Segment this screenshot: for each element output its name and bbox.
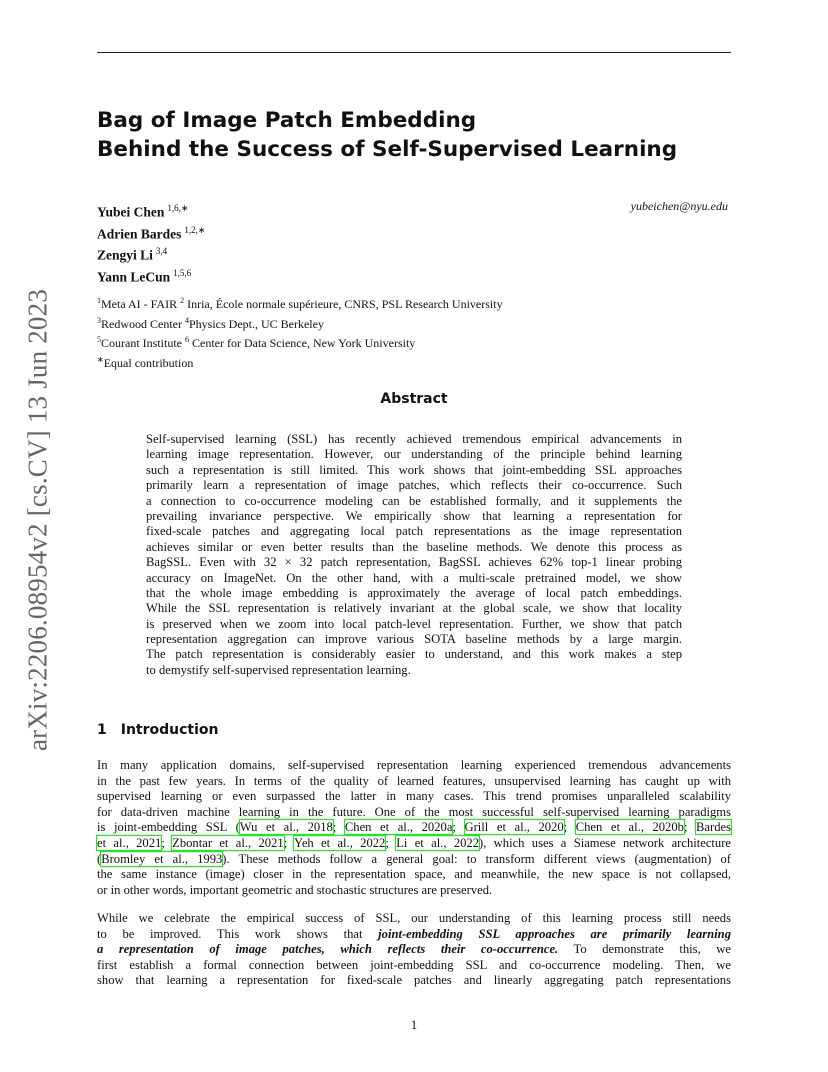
paragraph-line: While we celebrate the empirical success of SSL, our understanding of this learning process still needs <box>97 911 731 925</box>
text-run: to be improved. This work shows that <box>97 926 379 941</box>
emphasized-text: a representation of image patches, which reflects their co-occurrence. <box>97 942 559 957</box>
text-run: To demonstrate this, we <box>558 942 731 957</box>
affiliation-mark: 1 <box>97 296 101 305</box>
abstract-body <box>146 432 682 678</box>
abstract-heading: Abstract <box>380 391 448 407</box>
abstract-line: prevailing invariance perspective. We empirically show that learning a representation for <box>146 508 682 523</box>
author <box>97 241 737 263</box>
arxiv-identifier: arXiv:2206.08954v2 [cs.CV] 13 Jun 2023 <box>22 288 53 752</box>
section-title: Introduction <box>120 722 219 738</box>
citation-link[interactable]: Zbontar et al., 2021 <box>172 835 284 850</box>
text-run: ). These methods follow a general goal: to transform different views (augmentation) of <box>222 851 731 866</box>
author <box>97 263 737 285</box>
paper-title <box>97 106 737 164</box>
affiliation-mark: 3 <box>97 315 101 325</box>
affiliation-line <box>97 332 697 352</box>
abstract-line: fixed-scale patches and aggregating local patch representations as the image representation <box>146 524 682 539</box>
paragraph-line: or in other words, important geometric and stochastic structures are preserved. <box>97 882 493 897</box>
affiliation-text: Inria, École normale supérieure, CNRS, PSL Research University <box>184 297 503 311</box>
author-name: Yann LeCun <box>97 269 171 284</box>
paragraph-line: in the past few years. In terms of the quality of learned features, unsupervised learning has caught up with <box>97 773 731 788</box>
paragraph-line <box>97 927 731 943</box>
author-name: Yubei Chen <box>97 204 165 220</box>
emphasized-text: joint-embedding SSL approaches are primarily learning <box>378 926 731 941</box>
citation-link[interactable]: Wu et al., 2018 <box>239 820 333 835</box>
text-run: is joint-embedding SSL ( <box>97 820 240 835</box>
paragraph-line: for data-driven machine learning in the future. One of the most successful self-supervised learning paradigms <box>97 804 731 819</box>
author-affiliation-marks: 1,5,6 <box>173 267 192 278</box>
author-name: Zengyi Li <box>97 247 153 263</box>
author-affiliation-marks: 1,6,∗ <box>167 203 189 213</box>
paragraph-line <box>97 942 731 958</box>
abstract-line: that the whole image embedding is approximately the average of local patch embeddings. <box>146 585 682 600</box>
affiliation-mark: 2 <box>180 296 185 305</box>
affiliation-text: Equal contribution <box>103 355 194 370</box>
affiliation-text: Redwood Center <box>101 316 185 331</box>
author-affiliation-marks: 1,2,∗ <box>184 224 206 235</box>
abstract-line: The patch representation is considerably easier to understand, and this work makes a step <box>146 647 682 662</box>
title-line: Behind the Success of Self-Supervised Learning <box>97 137 678 162</box>
paragraph-line: first establish a formal connection between joint-embedding SSL and co-occurrence modeling. Then, we <box>97 957 731 972</box>
citation-link[interactable]: Grill et al., 2020 <box>464 820 564 835</box>
affiliation-text: Meta AI - FAIR <box>101 297 181 311</box>
affiliations <box>97 293 697 371</box>
abstract-line: a connection to co-occurrence modeling can be established formally, and it supplements the <box>146 493 682 508</box>
affiliation-text: Courant Institute <box>101 336 185 350</box>
citation-link[interactable]: Bromley et al., 1993 <box>101 851 223 866</box>
abstract-line: to demystify self-supervised representation learning. <box>146 662 411 677</box>
paragraph-line: the same instance (image) closer in the representation space, and meanwhile, the new space is not collapsed, <box>97 867 731 882</box>
page-number: 1 <box>410 1018 418 1032</box>
author-affiliation-marks: 3,4 <box>155 246 168 256</box>
citation-link[interactable]: Chen et al., 2020b <box>575 820 684 835</box>
affiliation-mark: 4 <box>184 315 189 325</box>
section-heading <box>97 722 219 738</box>
affiliation-text: Center for Data Science, New York University <box>189 336 416 350</box>
author-email: yubeichen@nyu.edu <box>630 199 728 213</box>
abstract-line: learning image representation. However, our understanding of the principle behind learning <box>146 447 682 462</box>
paragraph-line: et al., 2021; Zbontar et al., 2021; Yeh et al., 2022; Li et al., 2022), which uses a Siamese network architecture <box>97 835 732 850</box>
abstract-line: Self-supervised learning (SSL) has recently achieved tremendous empirical advancements in <box>146 432 682 446</box>
abstract-line: achieves similar or even better results than the baseline methods. We denote this process as <box>146 539 682 554</box>
abstract-line: primarily learn a representation of image patches, which reflects their co-occurrence. Such <box>146 478 682 493</box>
affiliation-line <box>97 352 697 372</box>
paragraph-line: In many application domains, self-supervised representation learning experienced tremendous advancements <box>97 758 731 772</box>
paragraph-line: show that learning a representation for fixed-scale patches and linearly aggregating patch representations <box>97 973 731 988</box>
top-rule <box>97 52 731 53</box>
intro-paragraph <box>97 758 731 898</box>
section-number: 1 <box>97 722 107 738</box>
affiliation-text: Physics Dept., UC Berkeley <box>188 316 324 331</box>
paragraph-line: (Bromley et al., 1993). These methods follow a general goal: to transform different views (augmentation) of <box>97 851 731 866</box>
abstract-line: representation aggregation can improve various SOTA baseline methods by a large margin. <box>146 632 682 647</box>
paragraph-line: is joint-embedding SSL (Wu et al., 2018; Chen et al., 2020a; Grill et al., 2020; Chen et al., 2020b; Bardes <box>97 820 732 835</box>
abstract-line: is preserved when we zoom into local patch-level representation. Further, we show that patch <box>146 616 682 631</box>
abstract-line: BagSSL. Even with 32 × 32 patch representation, BagSSL achieves 62% top-1 linear probing <box>146 555 682 570</box>
citation-link[interactable]: Chen et al., 2020a <box>344 820 453 835</box>
abstract-line: accuracy on ImageNet. On the other hand, with a multi-scale pretrained model, we show <box>146 570 682 585</box>
author-name: Adrien Bardes <box>97 226 182 241</box>
affiliation-line <box>97 313 697 333</box>
title-line: Bag of Image Patch Embedding <box>97 108 477 133</box>
affiliation-mark: ∗ <box>97 354 104 364</box>
paragraph-line: supervised learning or even surpassed the latter in many cases. This trend promises unparalleled scalability <box>97 789 731 804</box>
author <box>97 220 737 242</box>
affiliation-mark: 5 <box>97 335 101 344</box>
citation-link[interactable]: et al., 2021 <box>97 835 162 850</box>
abstract-line: such a representation is still limited. This work shows that joint-embedding SSL approaches <box>146 462 682 477</box>
intro-paragraph <box>97 911 731 989</box>
affiliation-mark: 6 <box>185 335 189 344</box>
affiliation-line <box>97 293 697 313</box>
citation-link[interactable]: Bardes <box>696 820 732 835</box>
text-run: ), which uses a Siamese network architecture <box>479 835 732 850</box>
citation-link[interactable]: Yeh et al., 2022 <box>294 835 386 850</box>
citation-link[interactable]: Li et al., 2022 <box>396 835 480 850</box>
abstract-line: While the SSL representation is relatively invariant at the global scale, we show that locality <box>146 601 682 616</box>
